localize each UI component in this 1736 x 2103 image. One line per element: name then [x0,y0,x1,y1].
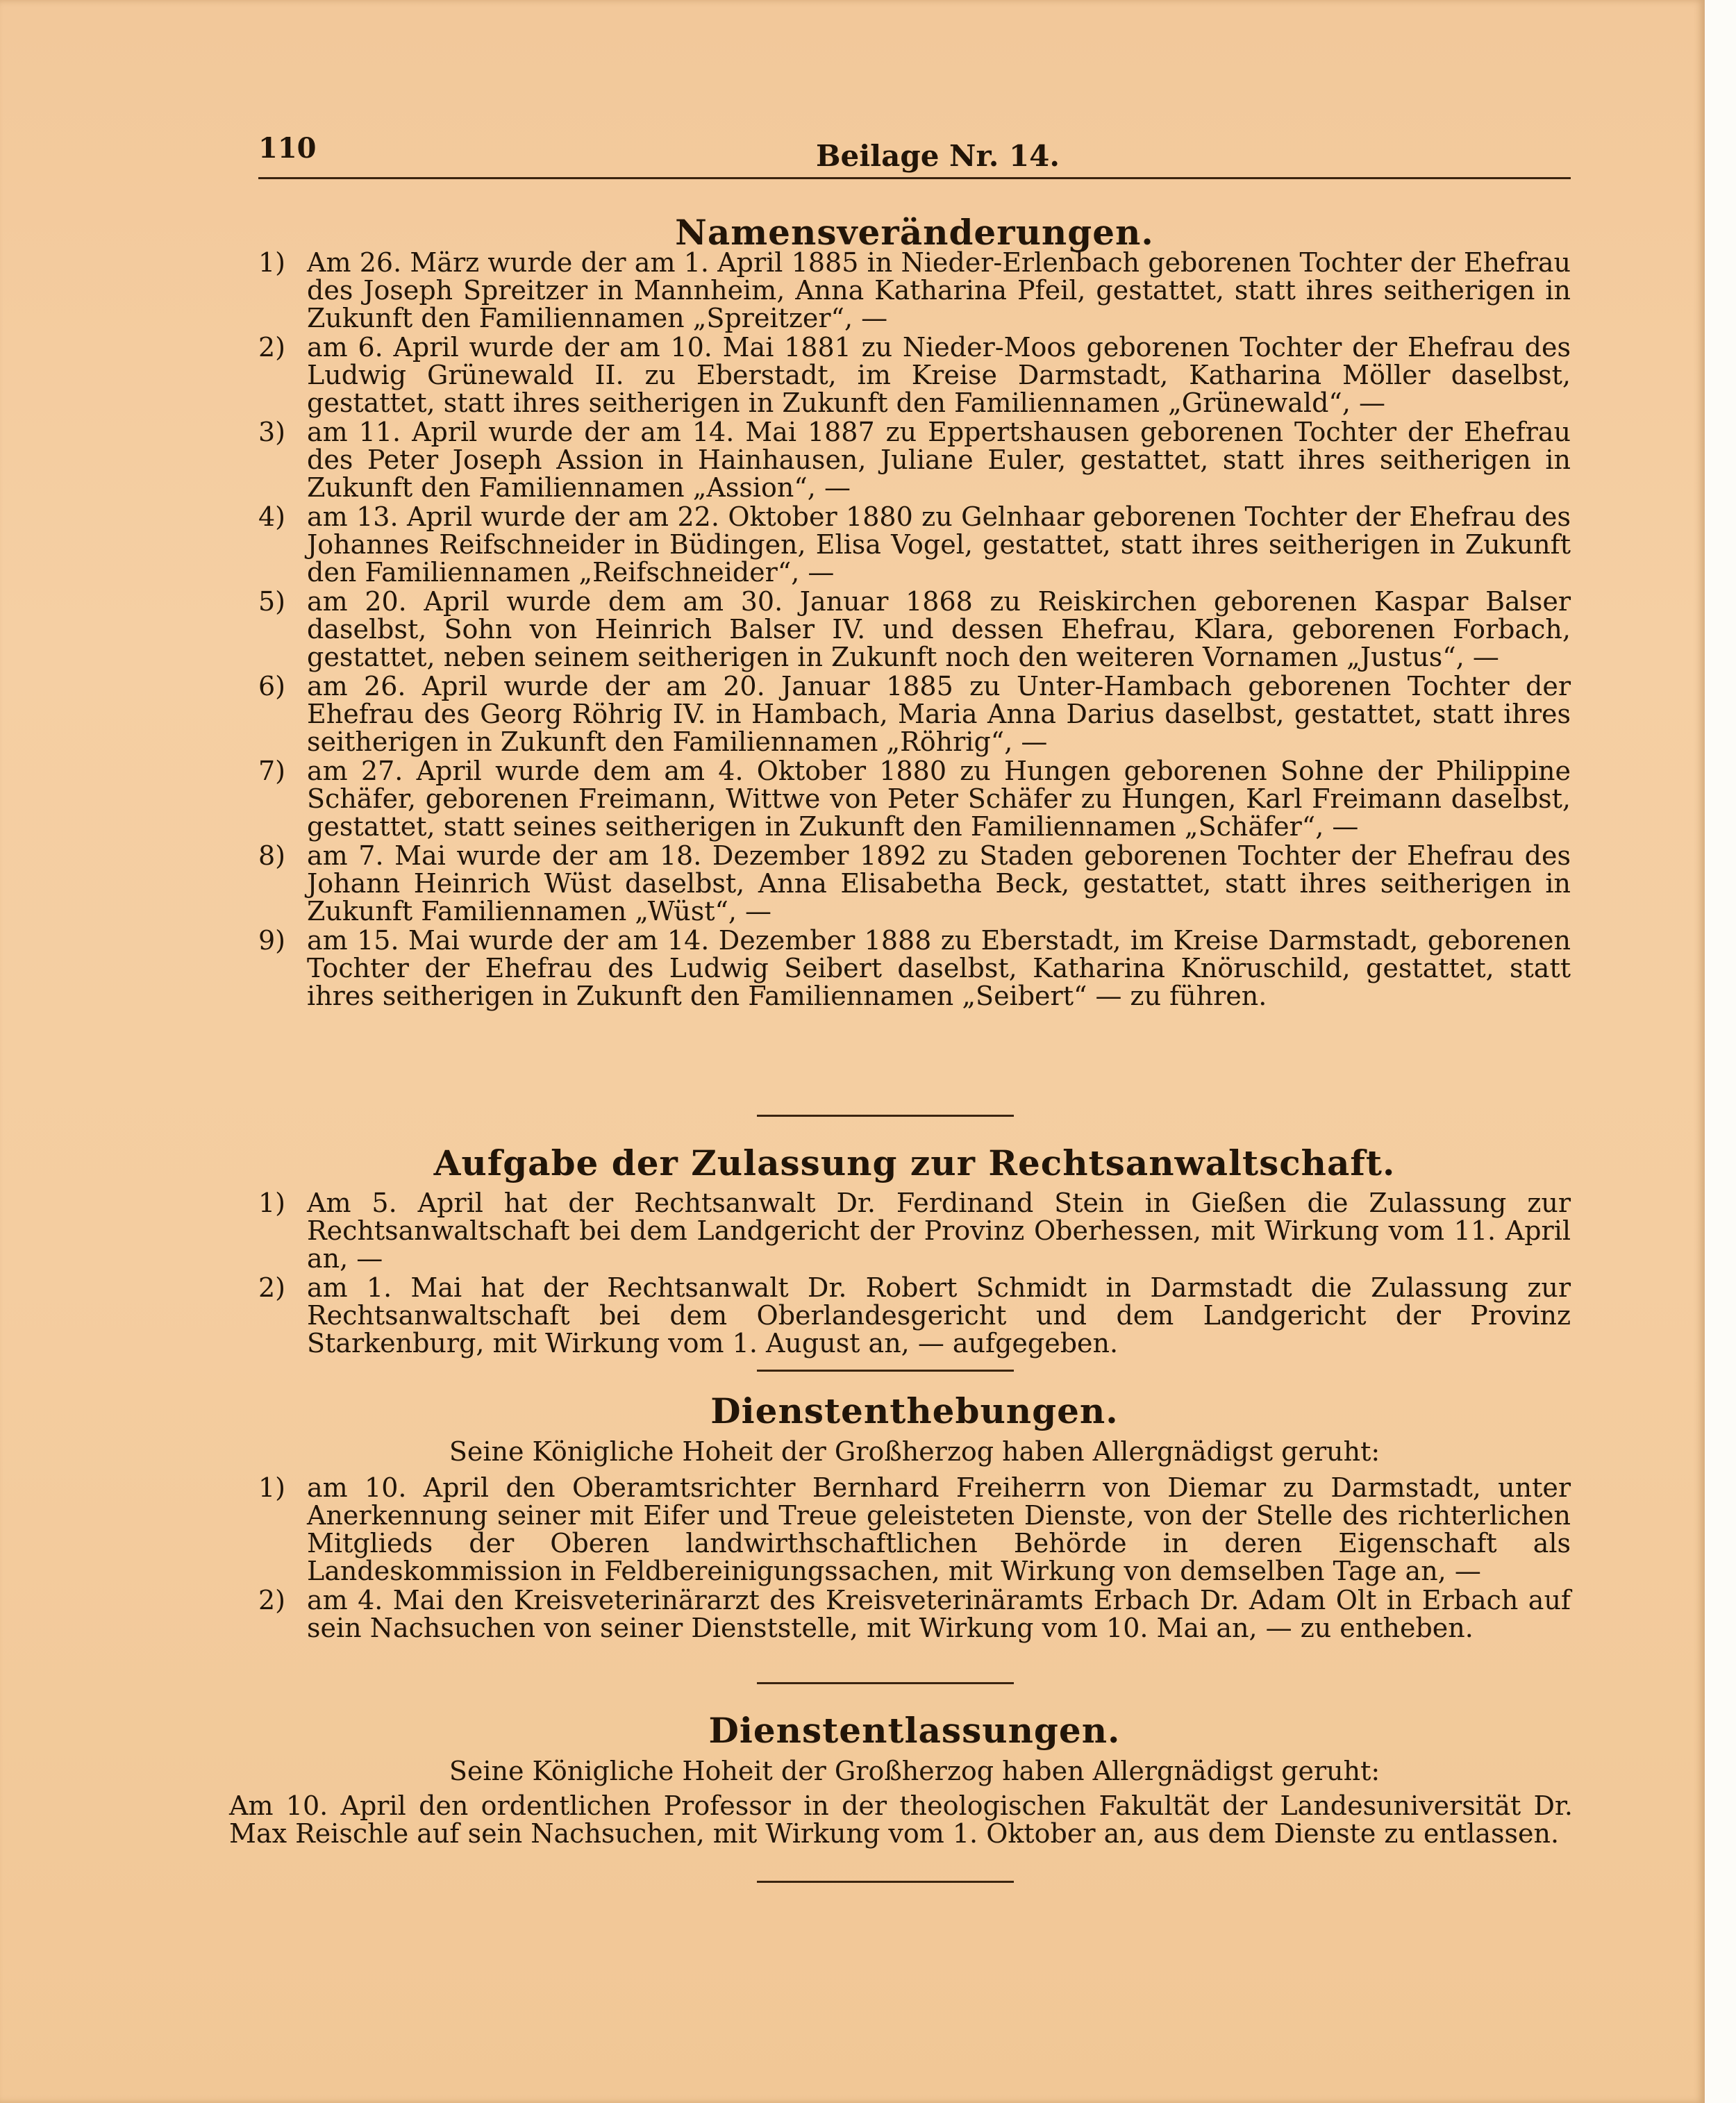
section-divider [757,1682,1014,1684]
list-item [258,1189,1571,1272]
entry-number: 8) [258,840,286,871]
list-item [258,926,1571,1010]
section-title-dienstentlassungen: Dienstentlassungen. [708,1710,1121,1751]
list-item [258,503,1571,586]
list-item [258,757,1571,840]
entry-text: am 27. April wurde dem am 4. Oktober 1880 zu Hungen geborenen Sohne der Philippine Schäfer, geborenen Freimann, Wittwe von Peter Schäfer zu Hungen, Karl Freimann daselbst, gestattet, statt seines seitherigen in Zukunft den Familiennamen „Schäfer“, — [307,756,1571,842]
entry-text: am 7. Mai wurde der am 18. Dezember 1892 zu Staden geborenen Tochter der Ehefrau des Johann Heinrich Wüst daselbst, Anna Elisabetha Beck, gestattet, statt ihres seitherigen in Zukunft Familiennamen „Wüst“, — [307,840,1571,926]
entry-number: 2) [258,1272,286,1303]
entry-text: am 11. April wurde der am 14. Mai 1887 zu Eppertshausen geborenen Tochter der Ehefrau des Peter Joseph Assion in Hainhausen, Juliane Euler, gestattet, statt ihres seitherigen in Zukunft den Familiennamen „Assion“, — [307,417,1571,503]
list-item [258,1586,1571,1642]
list-item [258,333,1571,417]
entry-text: Am 26. März wurde der am 1. April 1885 in Nieder-Erlenbach geborenen Tochter der Ehefrau des Joseph Spreitzer in Mannheim, Anna Katharina Pfeil, gestattet, statt ihres seitherigen in Zukunft den Familiennamen „Spreitzer“, — [307,247,1571,333]
entry-number: 3) [258,417,286,447]
section-title-rechtsanwaltschaft: Aufgabe der Zulassung zur Rechtsanwaltschaft. [433,1142,1396,1183]
section-intro: Seine Königliche Hoheit der Großherzog haben Allergnädigst geruht: [449,1436,1380,1467]
list-item [258,842,1571,925]
entry-number: 2) [258,332,286,363]
entry-text: am 15. Mai wurde der am 14. Dezember 1888 zu Eberstadt, im Kreise Darmstadt, geborenen Tochter der Ehefrau des Ludwig Seibert daselbst, Katharina Knöruschild, gestattet, statt ihres seitherigen in Zukunft den Familiennamen „Seibert“ — zu führen. [307,925,1571,1011]
entry-number: 1) [258,1472,286,1503]
entry-number: 5) [258,586,286,617]
entry-list-namensveraenderungen [258,249,1571,1011]
entry-number: 1) [258,247,286,278]
header-rule [258,177,1571,179]
entry-text: Am 5. April hat der Rechtsanwalt Dr. Ferdinand Stein in Gießen die Zulassung zur Rechtsanwaltschaft bei dem Landgericht der Provinz Oberhessen, mit Wirkung vom 11. April an, — [307,1188,1571,1274]
entry-text: am 6. April wurde der am 10. Mai 1881 zu Nieder-Moos geborenen Tochter der Ehefrau des Ludwig Grünewald II. zu Eberstadt, im Kreise Darmstadt, Katharina Möller daselbst, gestattet, statt ihres seitherigen in Zukunft den Familiennamen „Grünewald“, — [307,332,1571,418]
entry-number: 9) [258,925,286,956]
entry-text: am 1. Mai hat der Rechtsanwalt Dr. Robert Schmidt in Darmstadt die Zulassung zur Rechtsanwaltschaft bei dem Oberlandesgericht und dem Landgericht der Provinz Starkenburg, mit Wirkung vom 1. August an, — aufgegeben. [307,1272,1571,1358]
section-divider [757,1370,1014,1372]
section-divider [757,1115,1014,1117]
list-item [258,672,1571,756]
entry-number: 1) [258,1188,286,1218]
section-title-dienstenthebungen: Dienstenthebungen. [710,1390,1119,1431]
page-number: 110 [258,132,317,165]
entry-number: 6) [258,671,286,701]
section-title-namensveraenderungen: Namensveränderungen. [675,212,1154,253]
entry-list-dienstenthebungen [258,1474,1571,1643]
list-item [258,588,1571,671]
entry-text: am 26. April wurde der am 20. Januar 1885 zu Unter-Hambach geborenen Tochter der Ehefrau des Georg Röhrig IV. in Hambach, Maria Anna Darius daselbst, gestattet, statt ihres seitherigen in Zukunft den Familiennamen „Röhrig“, — [307,671,1571,757]
entry-text: am 4. Mai den Kreisveterinärarzt des Kreisveterinäramts Erbach Dr. Adam Olt in Erbach auf sein Nachsuchen von seiner Dienststelle, mit Wirkung vom 10. Mai an, — zu entheben. [307,1585,1571,1643]
list-item [258,1274,1571,1357]
entry-text: am 13. April wurde der am 22. Oktober 1880 zu Gelnhaar geborenen Tochter der Ehefrau des Johannes Reifschneider in Büdingen, Elisa Vogel, gestattet, statt ihres seitherigen in Zukunft den Familiennamen „Reifschneider“, — [307,501,1571,588]
entry-number: 7) [258,756,286,786]
running-head: Beilage Nr. 14. [816,139,1060,173]
section-intro: Seine Königliche Hoheit der Großherzog haben Allergnädigst geruht: [449,1756,1380,1786]
list-item [258,1474,1571,1585]
entry-text: am 10. April den Oberamtsrichter Bernhard Freiherrn von Diemar zu Darmstadt, unter Anerkennung seiner mit Eifer und Treue geleisteten Dienste, von der Stelle des richterlichen Mitglieds der Oberen landwirthschaftlichen Behörde in deren Eigenschaft als Landeskommission in Feldbereinigungssachen, mit Wirkung von demselben Tage an, — [307,1472,1571,1586]
entry-number: 2) [258,1585,286,1615]
list-item [258,418,1571,501]
entry-number: 4) [258,501,286,532]
entry-text: am 20. April wurde dem am 30. Januar 1868 zu Reiskirchen geborenen Kaspar Balser daselbst, Sohn von Heinrich Balser IV. und dessen Ehefrau, Klara, geborenen Forbach, gestattet, neben seinem seitherigen in Zukunft noch den weiteren Vornamen „Justus“, — [307,586,1571,672]
list-item [258,249,1571,332]
section-divider [757,1881,1014,1883]
section-paragraph: Am 10. April den ordentlichen Professor in der theologischen Fakultät der Landesuniversität Dr. Max Reischle auf sein Nachsuchen, mit Wirkung vom 1. Oktober an, aus dem Dienste zu entlassen. [229,1790,1573,1849]
entry-list-rechtsanwaltschaft [258,1189,1571,1358]
